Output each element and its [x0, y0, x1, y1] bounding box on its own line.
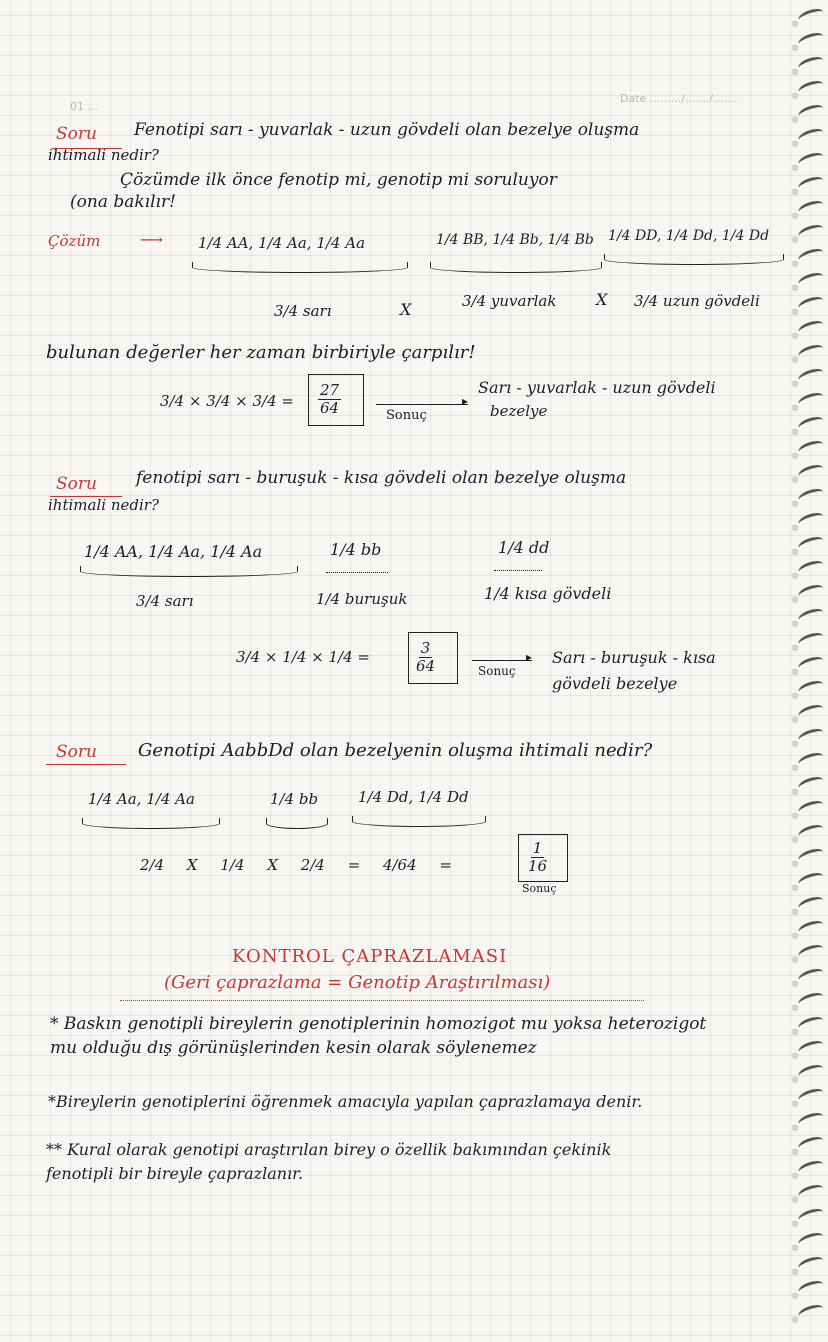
spiral-ring [797, 1062, 825, 1081]
spiral-ring [797, 966, 825, 985]
q1-question-line2: ihtimali nedir? [48, 146, 159, 164]
q3-brace-d [352, 816, 486, 827]
kontrol-paragraph1-line2: mu olduğu dış görünüşlerinden kesin olarak söylenemez [50, 1038, 537, 1058]
spiral-ring [797, 630, 825, 649]
spiral-ring [797, 774, 825, 793]
q2-result-kisa: 1/4 kısa gövdeli [484, 584, 612, 603]
spiral-ring [797, 54, 825, 73]
spiral-ring [797, 270, 825, 289]
spiral-ring [797, 606, 825, 625]
spiral-ring [797, 726, 825, 745]
kontrol-paragraph3-line2: fenotipli bir bireyle çaprazlanır. [46, 1164, 304, 1183]
q1-gene-b-terms: 1/4 BB, 1/4 Bb, 1/4 Bb [436, 232, 594, 248]
spiral-ring [797, 534, 825, 553]
spiral-ring [797, 174, 825, 193]
spiral-ring [797, 486, 825, 505]
spiral-ring [797, 1182, 825, 1201]
spiral-ring [797, 798, 825, 817]
q2-sonuc-arrow-line [472, 660, 532, 661]
spiral-ring [797, 414, 825, 433]
q3-soru-underline [46, 764, 126, 765]
q3-brace-a [82, 818, 220, 829]
spiral-ring [797, 702, 825, 721]
spiral-ring [797, 462, 825, 481]
spiral-ring [797, 654, 825, 673]
kontrol-title: KONTROL ÇAPRAZLAMASI [232, 946, 508, 967]
q1-cozum-label: Çözüm [48, 232, 101, 250]
q2-squiggle-b [326, 572, 388, 573]
q3-gene-a-terms: 1/4 Aa, 1/4 Aa [88, 790, 195, 808]
spiral-ring [797, 1230, 825, 1249]
q1-sonuc-label: Sonuç [386, 408, 427, 423]
q2-result-fraction [416, 640, 435, 675]
spiral-ring [797, 1134, 825, 1153]
q2-gene-b-terms: 1/4 bb [330, 540, 382, 559]
spiral-ring [797, 582, 825, 601]
q1-soru-label: Soru [56, 124, 97, 144]
q3-question-line1: Genotipi AabbDd olan bezelyenin oluşma ihtimali nedir? [138, 740, 653, 761]
q2-gene-d-terms: 1/4 dd [498, 538, 550, 557]
q1-times-2: X [596, 290, 608, 309]
q2-answer-line2: gövdeli bezelye [552, 674, 678, 693]
q3-result-numerator: 1 [532, 839, 543, 857]
q2-question-line1: fenotipi sarı - buruşuk - kısa gövdeli olan bezelye oluşma [136, 468, 627, 488]
q3-result-fraction [528, 840, 547, 875]
kontrol-subtitle-underline [120, 1000, 644, 1001]
q1-sonuc-arrow-line [376, 404, 468, 405]
q1-sonuc-arrowhead-icon: ▸ [462, 394, 469, 408]
q3-brace-b [266, 818, 328, 829]
kontrol-paragraph3-line1: ** Kural olarak genotipi araştırılan birey o özellik bakımından çekinik [46, 1140, 612, 1159]
q2-result-sari: 3/4 sarı [136, 592, 194, 610]
spiral-ring [797, 1302, 825, 1321]
q1-result-sari: 3/4 sarı [274, 302, 332, 320]
q1-note-line1: Çözümde ilk önce fenotip mi, genotip mi soruluyor [120, 170, 557, 190]
spiral-ring [797, 150, 825, 169]
q2-question-line2: ihtimali nedir? [48, 496, 159, 514]
spiral-ring [797, 1038, 825, 1057]
q3-gene-d-terms: 1/4 Dd, 1/4 Dd [358, 788, 469, 806]
header-left-mark: 01 ... [70, 100, 98, 113]
kontrol-paragraph2: *Bireylerin genotiplerini öğrenmek amacıyla yapılan çaprazlamaya denir. [48, 1092, 643, 1111]
spiral-ring [797, 342, 825, 361]
spiral-ring [797, 246, 825, 265]
spiral-ring [797, 678, 825, 697]
q2-calc: 3/4 × 1/4 × 1/4 = [236, 648, 370, 666]
spiral-ring [797, 126, 825, 145]
q2-result-burusuk: 1/4 buruşuk [316, 590, 408, 608]
q1-result-denominator: 64 [320, 399, 340, 417]
q1-brace-b [430, 262, 602, 273]
q1-rule: bulunan değerler her zaman birbiriyle çarpılır! [46, 342, 476, 363]
q1-answer-line1: Sarı - yuvarlak - uzun gövdeli [478, 378, 716, 397]
spiral-ring [797, 1014, 825, 1033]
q2-sonuc-arrowhead-icon: ▸ [526, 650, 533, 664]
spiral-ring [797, 894, 825, 913]
spiral-ring [797, 1206, 825, 1225]
spiral-ring [797, 198, 825, 217]
q3-result-denominator: 16 [528, 857, 548, 875]
spiral-ring [797, 990, 825, 1009]
spiral-ring [797, 294, 825, 313]
q1-brace-d [604, 254, 784, 265]
q2-result-denominator: 64 [416, 657, 436, 675]
spiral-ring [797, 1278, 825, 1297]
q2-answer-line1: Sarı - buruşuk - kısa [552, 648, 716, 667]
q1-note-line2: (ona bakılır! [70, 192, 176, 212]
spiral-ring [797, 30, 825, 49]
q1-answer-line2: bezelye [490, 402, 548, 420]
q2-squiggle-d [494, 570, 542, 571]
spiral-ring [797, 78, 825, 97]
spiral-ring [797, 366, 825, 385]
q1-result-fraction [318, 382, 341, 417]
kontrol-subtitle: (Geri çaprazlama = Genotip Araştırılması) [164, 972, 551, 993]
q1-result-uzun: 3/4 uzun gövdeli [634, 292, 760, 310]
q3-gene-b-terms: 1/4 bb [270, 790, 319, 808]
q3-soru-label: Soru [56, 742, 97, 762]
spiral-ring [797, 1086, 825, 1105]
spiral-ring [797, 1110, 825, 1129]
spiral-ring [797, 222, 825, 241]
spiral-ring [797, 870, 825, 889]
q1-arrow-icon: ⟶ [140, 230, 163, 249]
q1-gene-a-terms: 1/4 AA, 1/4 Aa, 1/4 Aa [198, 234, 366, 252]
spiral-ring [797, 846, 825, 865]
spiral-binding [792, 0, 828, 1342]
q3-calc: 2/4 X 1/4 X 2/4 = 4/64 = [140, 856, 452, 874]
q2-brace-a [80, 566, 298, 577]
spiral-ring [797, 390, 825, 409]
q1-gene-d-terms: 1/4 DD, 1/4 Dd, 1/4 Dd [608, 228, 770, 244]
q3-sonuc-label: Sonuç [522, 882, 557, 895]
spiral-ring [797, 750, 825, 769]
q1-calc: 3/4 × 3/4 × 3/4 = [160, 392, 294, 410]
spiral-ring [797, 918, 825, 937]
q2-soru-label: Soru [56, 474, 97, 494]
q1-brace-a [192, 262, 408, 273]
q1-result-numerator: 27 [320, 381, 340, 399]
kontrol-paragraph1-line1: * Baskın genotipli bireylerin genotiplerinin homozigot mu yoksa heterozigot [50, 1014, 707, 1034]
spiral-ring [797, 6, 825, 25]
spiral-ring [797, 318, 825, 337]
q2-sonuc-label: Sonuç [478, 664, 516, 678]
q1-times-1: X [400, 300, 412, 319]
spiral-ring [797, 102, 825, 121]
spiral-ring [797, 438, 825, 457]
q2-gene-a-terms: 1/4 AA, 1/4 Aa, 1/4 Aa [84, 542, 263, 561]
spiral-ring [797, 1158, 825, 1177]
spiral-ring [797, 942, 825, 961]
date-label: Date ........./......./....... [620, 92, 738, 105]
spiral-ring [797, 1254, 825, 1273]
q2-result-numerator: 3 [420, 639, 431, 657]
spiral-ring [797, 558, 825, 577]
spiral-ring [797, 510, 825, 529]
q1-result-yuvarlak: 3/4 yuvarlak [462, 292, 557, 310]
q1-question-line1: Fenotipi sarı - yuvarlak - uzun gövdeli olan bezelye oluşma [134, 120, 640, 140]
spiral-ring [797, 822, 825, 841]
